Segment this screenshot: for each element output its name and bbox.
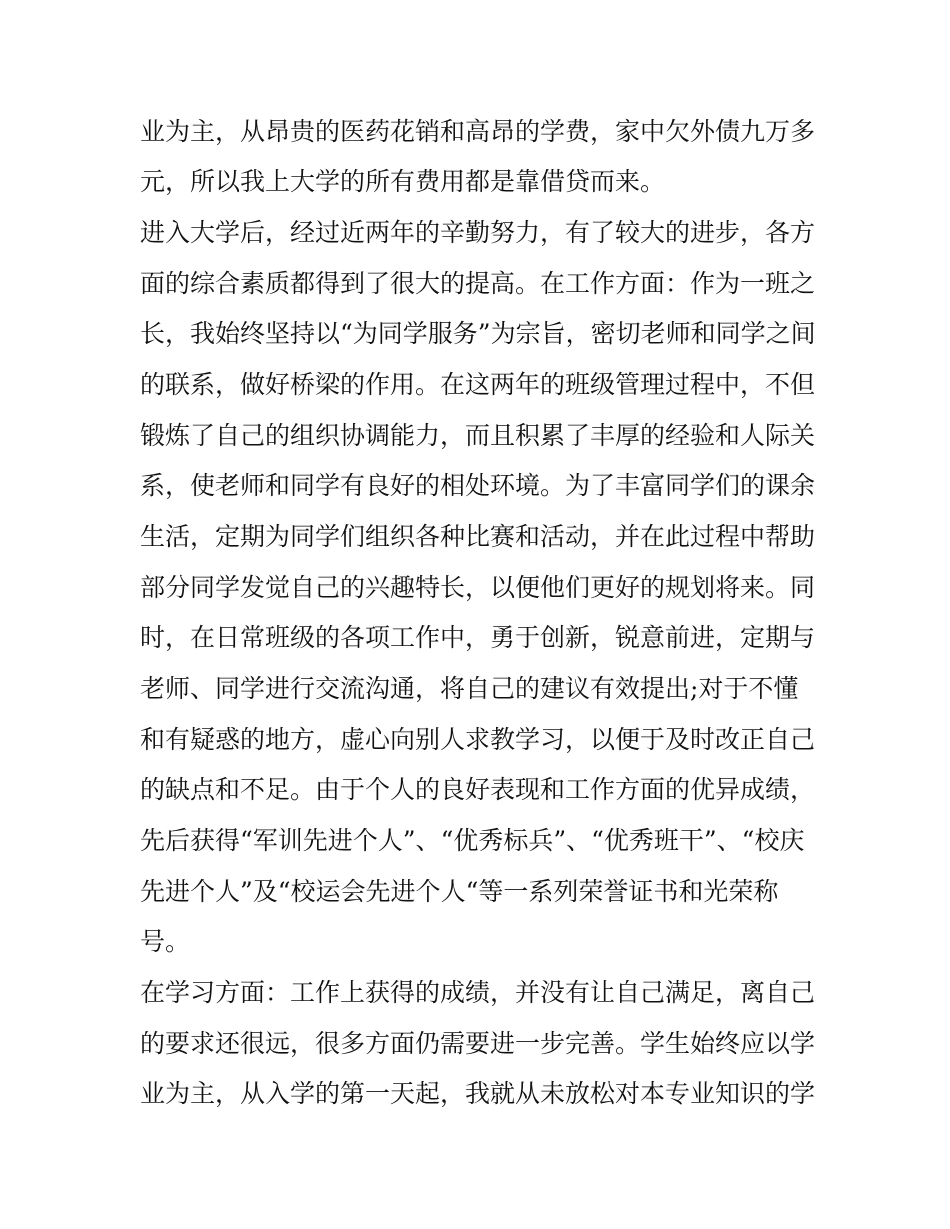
text-line: 的缺点和不足。由于个人的良好表现和工作方面的优异成绩，: [140, 775, 816, 804]
text-line: 先进个人”及“校运会先进个人“等一系列荣誉证书和光荣称: [140, 877, 779, 906]
text-line: 面的综合素质都得到了很大的提高。在工作方面：作为一班之: [140, 269, 816, 298]
text-line: 老师、同学进行交流沟通，将自己的建议有效提出;对于不懂: [140, 674, 799, 703]
text-line: 时，在日常班级的各项工作中，勇于创新，锐意前进，定期与: [140, 623, 816, 652]
text-line: 生活，定期为同学们组织各种比赛和活动，并在此过程中帮助: [140, 522, 816, 551]
text-line: 业为主，从昂贵的医药花销和高昂的学费，家中欠外债九万多: [140, 117, 816, 146]
text-line: 号。: [140, 927, 191, 956]
text-line: 和有疑惑的地方，虚心向别人求教学习，以便于及时改正自己: [140, 725, 816, 754]
text-line: 锻炼了自己的组织协调能力，而且积累了丰厚的经验和人际关: [140, 421, 816, 450]
text-line: 在学习方面：工作上获得的成绩，并没有让自己满足，离自己: [140, 978, 816, 1007]
text-line: 部分同学发觉自己的兴趣特长，以便他们更好的规划将来。同: [140, 573, 816, 602]
text-line: 系，使老师和同学有良好的相处环境。为了丰富同学们的课余: [140, 471, 816, 500]
text-line: 元，所以我上大学的所有费用都是靠借贷而来。: [140, 167, 666, 196]
text-line: 进入大学后，经过近两年的辛勤努力，有了较大的进步，各方: [140, 218, 816, 247]
text-line: 的联系，做好桥梁的作用。在这两年的班级管理过程中，不但: [140, 370, 816, 399]
text-line: 长，我始终坚持以“为同学服务”为宗旨，密切老师和同学之间: [140, 319, 816, 348]
text-line: 的要求还很远，很多方面仍需要进一步完善。学生始终应以学: [140, 1029, 816, 1058]
text-line: 先后获得“军训先进个人”、“优秀标兵”、“优秀班干”、“校庆: [140, 826, 805, 855]
text-line: 业为主，从入学的第一天起，我就从未放松对本专业知识的学: [140, 1079, 816, 1108]
